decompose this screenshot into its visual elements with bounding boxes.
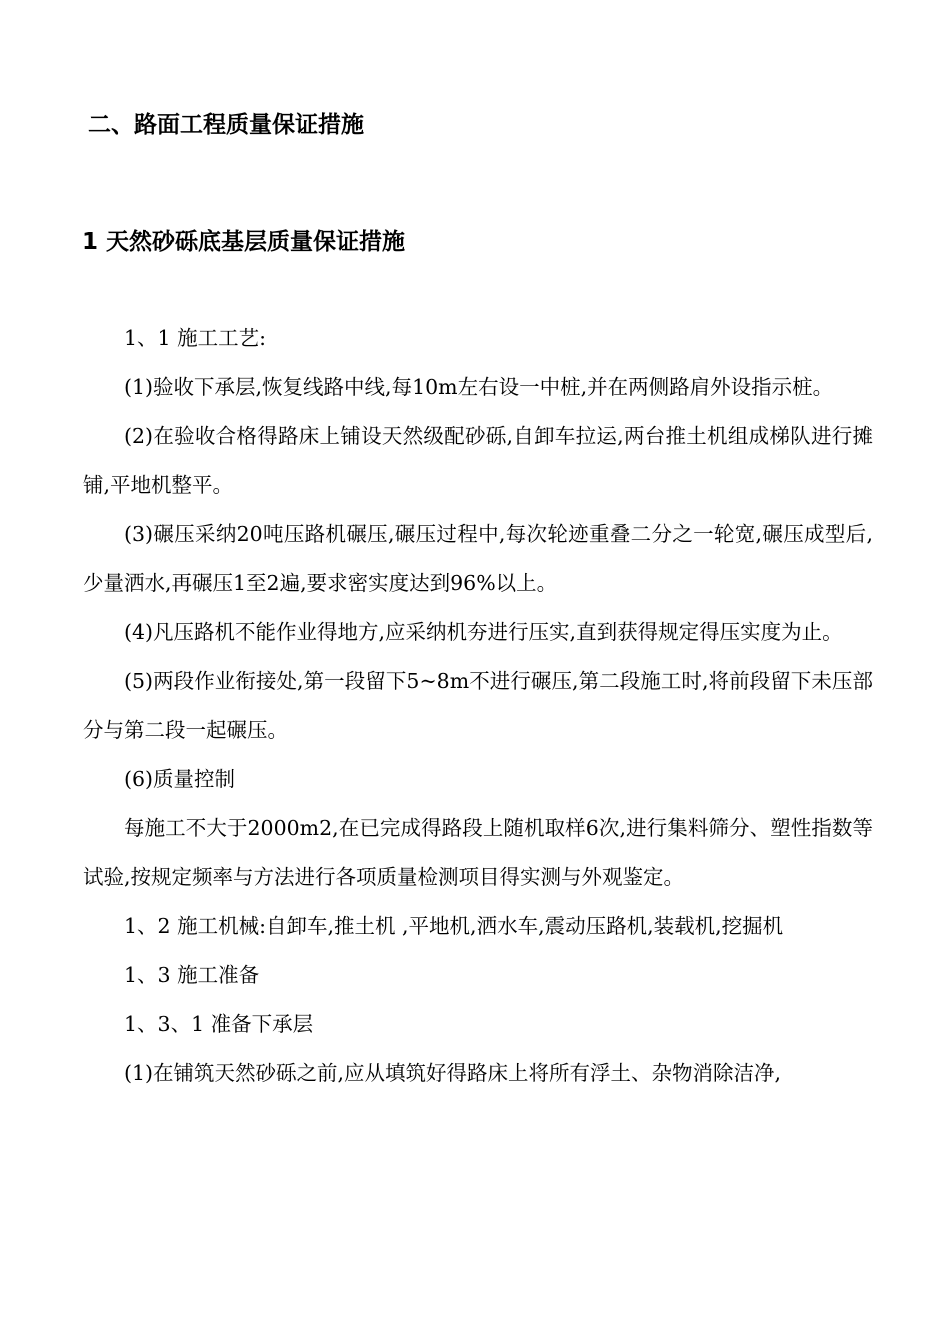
paragraph-step-2: (2)在验收合格得路床上铺设天然级配砂砾,自卸车拉运,两台推土机组成梯队进行摊铺,平地机整平。 <box>83 424 873 497</box>
paragraph-step-6: (6)质量控制 <box>124 767 236 791</box>
paragraph-step-4: (4)凡压路机不能作业得地方,应采纳机夯进行压实,直到获得规定得压实度为止。 <box>124 620 843 644</box>
paragraph-process-heading: 1、1 施工工艺: <box>124 326 267 350</box>
subsection-title: 1 天然砂砾底基层质量保证措施 <box>82 229 406 255</box>
paragraph-machinery: 1、2 施工机械:自卸车,推土机 ,平地机,洒水车,震动压路机,装载机,挖掘机 <box>124 914 784 938</box>
paragraph-quality-control: 每施工不大于2000m2,在已完成得路段上随机取样6次,进行集料筛分、塑性指数等试验,按规定频率与方法进行各项质量检测项目得实测与外观鉴定。 <box>83 816 873 889</box>
body-text <box>83 314 873 1098</box>
paragraph-step-5: (5)两段作业衔接处,第一段留下5~8m不进行碾压,第二段施工时,将前段留下未压部分与第二段一起碾压。 <box>83 669 873 742</box>
paragraph-preparation-heading: 1、3 施工准备 <box>124 963 260 987</box>
paragraph-step-3: (3)碾压采纳20吨压路机碾压,碾压过程中,每次轮迹重叠二分之一轮宽,碾压成型后,少量洒水,再碾压1至2遍,要求密实度达到96%以上。 <box>83 522 873 595</box>
paragraph-subbase-step-1: (1)在铺筑天然砂砾之前,应从填筑好得路床上将所有浮土、杂物消除洁净, <box>124 1061 782 1085</box>
section-title: 二、路面工程质量保证措施 <box>88 112 364 138</box>
paragraph-subbase-heading: 1、3、1 准备下承层 <box>124 1012 314 1036</box>
paragraph-step-1: (1)验收下承层,恢复线路中线,每10m左右设一中桩,并在两侧路肩外设指示桩。 <box>124 375 834 399</box>
